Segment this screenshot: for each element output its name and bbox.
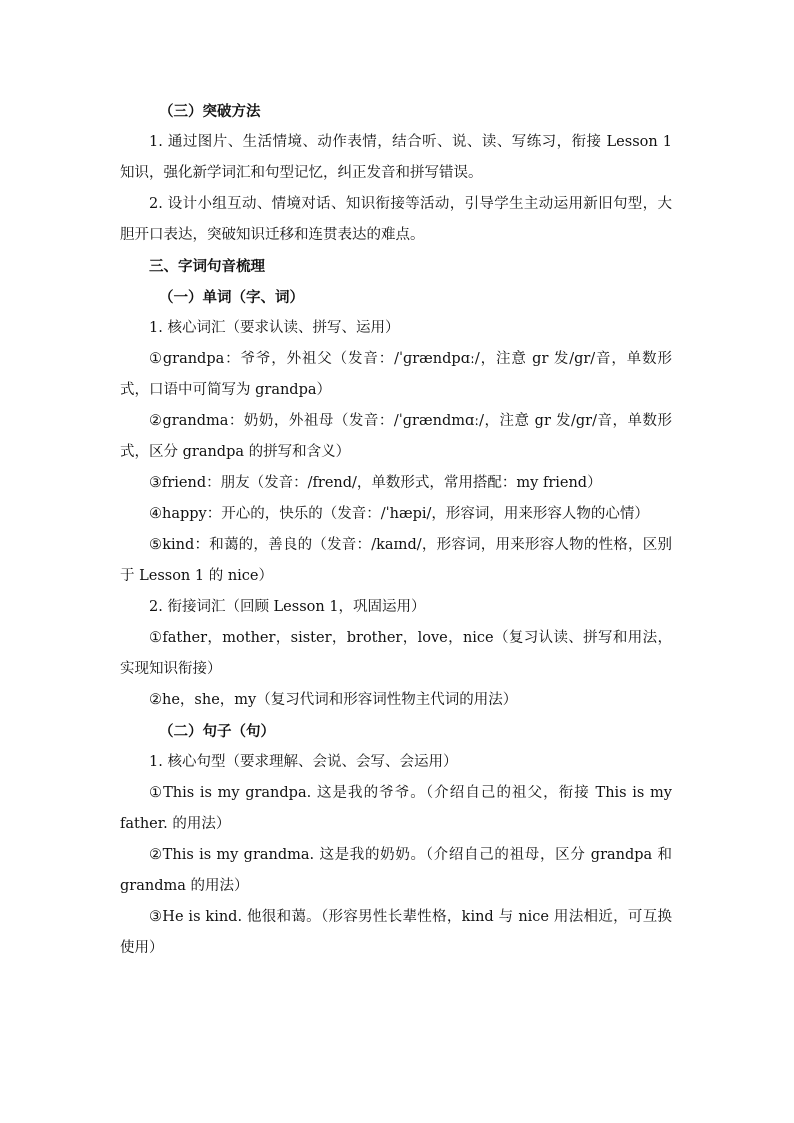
list-item: ③He is kind. 他很和蔼。（形容男性长辈性格，kind 与 nice 用法相近，可互换使用） bbox=[120, 909, 672, 956]
list-item: ②grandma：奶奶，外祖母（发音：/ˈɡrændmɑː/，注意 gr 发/gr/音，单数形式，区分 grandpa 的拼写和含义） bbox=[120, 413, 672, 460]
list-title: 2. 衔接词汇（回顾 Lesson 1，巩固运用） bbox=[149, 599, 426, 615]
list-item: ③friend：朋友（发音：/frend/，单数形式，常用搭配：my friend） bbox=[149, 475, 602, 491]
list-item: ①This is my grandpa. 这是我的爷爷。（介绍自己的祖父，衔接 This is my father. 的用法） bbox=[120, 785, 672, 832]
section-heading-breakthrough: （三）突破方法 bbox=[159, 103, 261, 120]
paragraph: 2. 设计小组互动、情境对话、知识衔接等活动，引导学生主动运用新旧句型，大胆开口表达，突破知识迁移和连贯表达的难点。 bbox=[120, 196, 672, 243]
paragraph: 1. 通过图片、生活情境、动作表情，结合听、说、读、写练习，衔接 Lesson 1 知识，强化新学词汇和句型记忆，纠正发音和拼写错误。 bbox=[120, 134, 672, 181]
list-item: ⑤kind：和蔼的，善良的（发音：/kaɪnd/，形容词，用来形容人物的性格，区别于 Lesson 1 的 nice） bbox=[120, 537, 672, 584]
document-body bbox=[120, 96, 672, 964]
list-item: ①father，mother，sister，brother，love，nice（复习认读、拼写和用法，实现知识衔接） bbox=[120, 630, 672, 677]
section-heading-review: 三、字词句音梳理 bbox=[149, 258, 265, 275]
list-title: 1. 核心词汇（要求认读、拼写、运用） bbox=[149, 320, 400, 336]
subsection-heading-words: （一）单词（字、词） bbox=[159, 289, 304, 306]
list-item: ④happy：开心的，快乐的（发音：/ˈhæpi/，形容词，用来形容人物的心情） bbox=[149, 506, 649, 522]
list-item: ①grandpa：爷爷，外祖父（发音：/ˈɡrændpɑː/，注意 gr 发/gr/音，单数形式，口语中可简写为 grandpa） bbox=[120, 351, 672, 398]
list-item: ②This is my grandma. 这是我的奶奶。（介绍自己的祖母，区分 grandpa 和 grandma 的用法） bbox=[120, 847, 672, 894]
list-title: 1. 核心句型（要求理解、会说、会写、会运用） bbox=[149, 754, 458, 770]
subsection-heading-sentences: （二）句子（句） bbox=[159, 723, 275, 740]
list-item: ②he，she，my（复习代词和形容词性物主代词的用法） bbox=[149, 692, 518, 708]
